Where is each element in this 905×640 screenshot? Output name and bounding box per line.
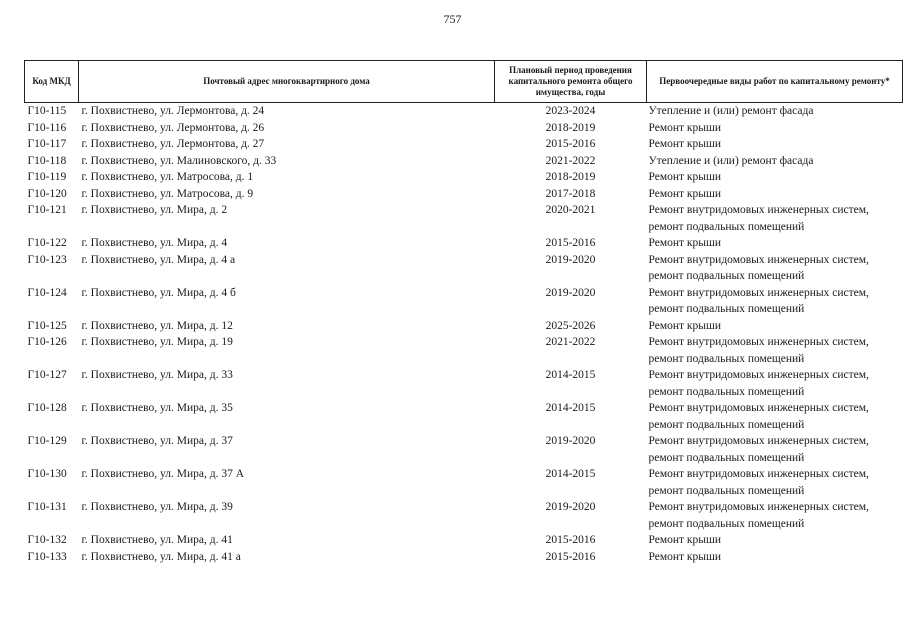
priority-work-line: Ремонт внутридомовых инженерных систем,: [648, 501, 869, 513]
repair-period: 2015-2016: [545, 550, 596, 563]
building-address: г. Похвистнево, ул. Мира, д. 4: [81, 237, 228, 249]
priority-works: [647, 334, 903, 367]
mkd-code: Г10-121: [27, 204, 67, 216]
priority-works: [647, 235, 903, 252]
priority-work-line: ремонт подвальных помещений: [648, 385, 805, 398]
building-address: г. Похвистнево, ул. Мира, д. 39: [81, 501, 233, 513]
mkd-code: Г10-122: [27, 237, 67, 249]
page-number: 757: [443, 12, 462, 26]
table-row: [25, 285, 903, 318]
repair-period: 2025-2026: [545, 319, 596, 332]
repair-period: 2019-2020: [545, 253, 596, 266]
priority-works: [647, 202, 903, 235]
mkd-code: Г10-133: [27, 550, 67, 563]
priority-work-line: ремонт подвальных помещений: [648, 418, 805, 431]
repair-period: 2021-2022: [545, 154, 596, 167]
repair-period: 2017-2018: [545, 187, 596, 200]
priority-work-line: Ремонт крыши: [648, 534, 722, 546]
mkd-code: Г10-123: [27, 253, 67, 266]
priority-works: [647, 169, 903, 186]
priority-work-line: ремонт подвальных помещений: [648, 303, 805, 315]
mkd-code: Г10-131: [27, 501, 67, 513]
priority-work-line: ремонт подвальных помещений: [648, 270, 805, 282]
repair-period: 2020-2021: [545, 204, 596, 216]
priority-work-line: Ремонт крыши: [648, 187, 722, 200]
priority-works: [647, 367, 903, 400]
priority-works: [647, 499, 903, 532]
header-row: [25, 61, 903, 103]
building-address: г. Похвистнево, ул. Мира, д. 19: [81, 336, 233, 348]
table-header: [25, 61, 903, 103]
mkd-code: Г10-129: [27, 435, 67, 447]
mkd-code: Г10-128: [27, 402, 67, 414]
table-row: [25, 136, 903, 153]
mkd-code: Г10-120: [27, 187, 67, 200]
table-row: [25, 186, 903, 203]
building-address: г. Похвистнево, ул. Мира, д. 41 а: [81, 550, 241, 563]
repair-period: 2018-2019: [545, 171, 596, 183]
table-row: [25, 549, 903, 566]
priority-work-line: Утепление и (или) ремонт фасада: [648, 105, 814, 117]
priority-works: [647, 153, 903, 170]
priority-works: [647, 103, 903, 120]
repair-period: 2023-2024: [545, 105, 596, 117]
priority-work-line: ремонт подвальных помещений: [648, 451, 805, 464]
table-row: [25, 169, 903, 186]
building-address: г. Похвистнево, ул. Матросова, д. 9: [81, 187, 254, 200]
table-row: [25, 433, 903, 466]
priority-work-line: ремонт подвальных помещений: [648, 484, 805, 497]
building-address: г. Похвистнево, ул. Мира, д. 33: [81, 369, 233, 381]
building-address: г. Похвистнево, ул. Лермонтова, д. 27: [81, 138, 265, 150]
priority-works: [647, 120, 903, 137]
mkd-code: Г10-117: [27, 138, 67, 150]
repair-period: 2019-2020: [545, 501, 596, 513]
priority-work-line: Ремонт крыши: [648, 319, 722, 332]
repair-period: 2015-2016: [545, 138, 596, 150]
priority-works: [647, 466, 903, 499]
table-row: [25, 103, 903, 120]
building-address: г. Похвистнево, ул. Мира, д. 35: [81, 402, 233, 414]
repair-period: 2021-2022: [545, 336, 596, 348]
repair-period: 2015-2016: [545, 534, 596, 546]
building-address: г. Похвистнево, ул. Лермонтова, д. 26: [81, 121, 265, 134]
table-row: [25, 367, 903, 400]
priority-work-line: Ремонт крыши: [648, 550, 722, 563]
table-row: [25, 153, 903, 170]
priority-work-line: Ремонт внутридомовых инженерных систем,: [648, 435, 869, 447]
building-address: г. Похвистнево, ул. Мира, д. 4 а: [81, 253, 236, 266]
priority-work-line: Ремонт крыши: [648, 237, 722, 249]
priority-works: [647, 318, 903, 335]
repair-period: 2014-2015: [545, 468, 596, 480]
table-row: [25, 334, 903, 367]
priority-work-line: Ремонт внутридомовых инженерных систем,: [648, 369, 869, 381]
building-address: г. Похвистнево, ул. Мира, д. 12: [81, 319, 233, 332]
capital-repair-table-container: [24, 60, 902, 565]
repair-period: 2019-2020: [545, 435, 596, 447]
priority-work-line: Ремонт внутридомовых инженерных систем,: [648, 204, 869, 216]
building-address: г. Похвистнево, ул. Матросова, д. 1: [81, 171, 254, 183]
capital-repair-table: [24, 60, 903, 565]
table-row: [25, 202, 903, 235]
table-row: [25, 400, 903, 433]
table-row: [25, 120, 903, 137]
table-row: [25, 532, 903, 549]
repair-period: 2018-2019: [545, 121, 596, 134]
priority-work-line: Ремонт внутридомовых инженерных систем,: [648, 468, 869, 480]
building-address: г. Похвистнево, ул. Мира, д. 37 А: [81, 468, 245, 480]
priority-works: [647, 136, 903, 153]
header-code: Код МКД: [25, 61, 79, 103]
header-period: Плановый период проведения капитального ремонта общего имущества, годы: [495, 61, 647, 103]
mkd-code: Г10-130: [27, 468, 67, 480]
mkd-code: Г10-115: [27, 105, 67, 117]
priority-work-line: Ремонт внутридомовых инженерных систем,: [648, 402, 869, 414]
priority-work-line: Ремонт внутридомовых инженерных систем,: [648, 253, 869, 266]
priority-works: [647, 186, 903, 203]
repair-period: 2014-2015: [545, 369, 596, 381]
repair-period: 2014-2015: [545, 402, 596, 414]
header-works: Первоочередные виды работ по капитальному ремонту*: [647, 61, 903, 103]
priority-work-line: Ремонт внутридомовых инженерных систем,: [648, 336, 869, 348]
priority-work-line: ремонт подвальных помещений: [648, 220, 805, 233]
building-address: г. Похвистнево, ул. Мира, д. 2: [81, 204, 228, 216]
repair-period: 2015-2016: [545, 237, 596, 249]
priority-work-line: ремонт подвальных помещений: [648, 352, 805, 365]
mkd-code: Г10-119: [27, 171, 67, 183]
table-row: [25, 499, 903, 532]
priority-work-line: ремонт подвальных помещений: [648, 517, 805, 530]
priority-work-line: Ремонт внутридомовых инженерных систем,: [648, 286, 869, 299]
priority-works: [647, 433, 903, 466]
priority-works: [647, 532, 903, 549]
building-address: г. Похвистнево, ул. Лермонтова, д. 24: [81, 105, 265, 117]
table-row: [25, 466, 903, 499]
table-row: [25, 235, 903, 252]
priority-works: [647, 285, 903, 318]
priority-work-line: Ремонт крыши: [648, 171, 722, 183]
mkd-code: Г10-126: [27, 336, 67, 348]
building-address: г. Похвистнево, ул. Малиновского, д. 33: [81, 154, 277, 167]
priority-work-line: Ремонт крыши: [648, 138, 722, 150]
table-row: [25, 252, 903, 285]
mkd-code: Г10-127: [27, 369, 67, 381]
mkd-code: Г10-124: [27, 286, 67, 299]
table-row: [25, 318, 903, 335]
building-address: г. Похвистнево, ул. Мира, д. 4 б: [81, 286, 236, 299]
priority-works: [647, 400, 903, 433]
priority-work-line: Ремонт крыши: [648, 121, 722, 134]
repair-period: 2019-2020: [545, 286, 596, 299]
mkd-code: Г10-132: [27, 534, 67, 546]
priority-works: [647, 252, 903, 285]
building-address: г. Похвистнево, ул. Мира, д. 41: [81, 534, 233, 546]
mkd-code: Г10-116: [27, 121, 67, 134]
mkd-code: Г10-118: [27, 154, 67, 167]
building-address: г. Похвистнево, ул. Мира, д. 37: [81, 435, 233, 447]
table-body: [25, 103, 903, 566]
priority-works: [647, 549, 903, 566]
header-address: Почтовый адрес многоквартирного дома: [79, 61, 495, 103]
mkd-code: Г10-125: [27, 319, 67, 332]
priority-work-line: Утепление и (или) ремонт фасада: [648, 154, 814, 167]
